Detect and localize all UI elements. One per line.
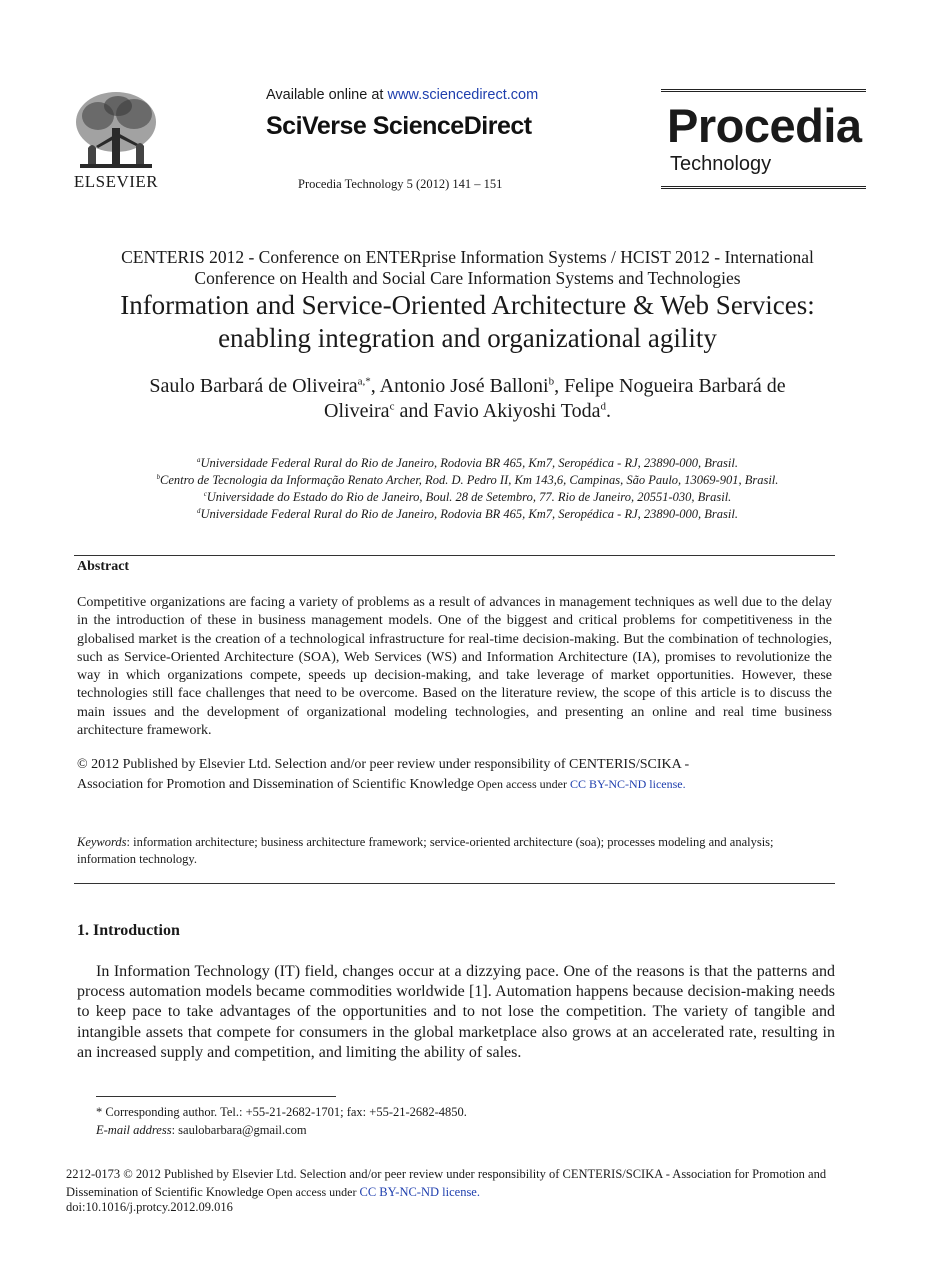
doi: doi:10.1016/j.protcy.2012.09.016	[66, 1200, 233, 1214]
conference-line-2: Conference on Health and Social Care Information Systems and Technologies	[194, 268, 741, 288]
affiliation-text: Centro de Tecnologia da Informação Renato Archer, Rod. D. Pedro II, Km 143,6, Campinas, São Paulo, 13069-901, Brasil.	[160, 473, 779, 487]
section-heading: 1. Introduction	[77, 922, 180, 939]
copyright-text: Association for Promotion and Dissemination of Scientific Knowledge	[77, 777, 474, 792]
affiliation	[40, 490, 895, 505]
affiliation-sup: b	[156, 473, 161, 481]
author-name: Saulo Barbará de Oliveira	[149, 375, 358, 397]
license-link[interactable]: CC BY-NC-ND license.	[569, 777, 686, 791]
journal-reference: Procedia Technology 5 (2012) 141 – 151	[298, 177, 503, 191]
affiliation	[40, 507, 895, 522]
affiliation-sup: d	[197, 507, 201, 515]
author-name: , Felipe Nogueira Barbará de	[554, 375, 786, 397]
available-online	[266, 87, 538, 103]
author-end: .	[605, 400, 611, 422]
affiliation	[40, 473, 895, 488]
paper-title-line-1: Information and Service-Oriented Architecture & Web Services:	[120, 290, 815, 320]
footer-open-access: Open access under	[263, 1184, 360, 1199]
affiliation-text: Universidade Federal Rural do Rio de Janeiro, Rodovia BR 465, Km7, Seropédica - RJ, 23890-000, Brasil.	[200, 456, 738, 470]
sciverse-wordmark: SciVerse ScienceDirect	[266, 112, 532, 140]
affiliation-text: Universidade do Estado do Rio de Janeiro, Boul. 28 de Setembro, 77. Rio de Janeiro, 20551-030, Brasil.	[206, 490, 732, 504]
open-access-text: Open access under	[474, 777, 570, 791]
copyright-line-1: © 2012 Published by Elsevier Ltd. Selection and/or peer review under responsibility of CENTERIS/SCIKA -	[77, 757, 690, 772]
affiliation-text: Universidade Federal Rural do Rio de Janeiro, Rodovia BR 465, Km7, Seropédica - RJ, 23890-000, Brasil.	[200, 507, 738, 521]
abstract-body: Competitive organizations are facing a variety of problems as a result of advances in management techniques as well due to the delay in the introduction of these in business management models. One of the biggest and critical problems for competitiveness in the globalised market is the creation of a technological infrastructure for real-time decision-making. But the combination of technologies, such as Service-Oriented Architecture (SOA), Web Services (WS) and Information Architecture (IA), promises to revolutionize the way in which organizations compete, speeds up decision-making, and take leverage of market opportunities. However, these technologies still face challenges that need to be overcome. Based on the literature review, the scope of this article is to discuss the main issues and the development of organizational modeling technologies, and presenting an online and real time business architecture framework.	[77, 595, 832, 739]
authors-line-1	[40, 375, 895, 398]
footer-license-link[interactable]: CC BY-NC-ND license.	[359, 1184, 480, 1199]
journal-logo-title: Procedia	[667, 99, 862, 152]
introduction-body: In Information Technology (IT) field, changes occur at a dizzying pace. One of the reasons is that the patterns and process automation models became commodities worldwide [1]. Automation happens because decision-making needs to keep pace to take advantages of the opportunities and to not lose the competition. The variety of tangible and intangible assets that compete for consumers in the global marketplace also grows at an accelerated rate, resulting in an increased supply and competition, and limiting the ability of sales.	[77, 963, 835, 1061]
footer-copyright	[66, 1166, 856, 1201]
copyright-line-2	[77, 777, 686, 793]
author-sup: b	[548, 375, 555, 388]
author-name: Oliveira	[324, 400, 390, 422]
author-sup: d	[600, 400, 606, 413]
conference-line-1: CENTERIS 2012 - Conference on ENTERprise Information Systems / HCIST 2012 - International	[121, 247, 814, 267]
available-prefix: Available online at	[266, 87, 388, 103]
footer-copyright-text: 2212-0173 © 2012 Published by Elsevier Ltd. Selection and/or peer review under responsibility of CENTERIS/SCIKA - Association for Promotion and Dissemination of Scientific Knowledge	[66, 1167, 827, 1199]
abstract-bottom-divider	[74, 883, 835, 884]
author-name: and Favio Akiyoshi Toda	[394, 400, 601, 422]
email-note	[96, 1123, 307, 1138]
journal-logo-subtitle: Technology	[670, 153, 772, 175]
keywords	[77, 834, 832, 868]
affiliation-sup: c	[203, 490, 207, 498]
abstract-heading: Abstract	[77, 559, 130, 574]
authors-line-2	[40, 400, 895, 423]
email-address: : saulobarbara@gmail.com	[171, 1123, 307, 1137]
elsevier-wordmark: ELSEVIER	[73, 172, 159, 191]
paper-title-line-2: enabling integration and organizational agility	[218, 323, 717, 353]
affiliation	[40, 456, 895, 471]
author-name: , Antonio José Balloni	[370, 375, 549, 397]
keywords-text: : information architecture; business architecture framework; service-oriented architecture (soa); processes modeling and analysis; information technology.	[77, 835, 774, 866]
abstract-top-divider	[74, 555, 835, 556]
corresponding-author-note: * Corresponding author. Tel.: +55-21-2682-1701; fax: +55-21-2682-4850.	[96, 1105, 467, 1119]
author-sup: a,*	[357, 375, 371, 388]
footnote-divider	[96, 1096, 336, 1097]
keywords-label: Keywords	[77, 835, 127, 849]
email-label: E-mail address	[96, 1123, 172, 1137]
author-sup: c	[389, 400, 395, 413]
sciencedirect-link[interactable]: www.sciencedirect.com	[387, 87, 539, 103]
affiliation-sup: a	[197, 456, 201, 464]
